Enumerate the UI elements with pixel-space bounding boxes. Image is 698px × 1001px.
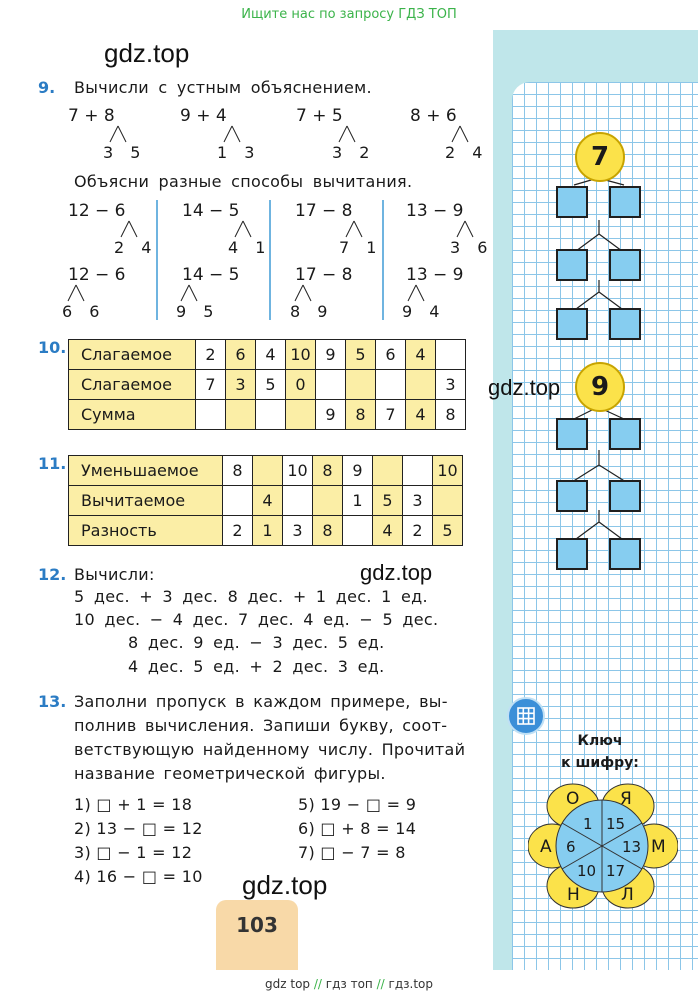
table-row [69, 340, 466, 370]
watermark: gdz.top [488, 375, 561, 400]
task-line: 10 дес. − 4 дес. 7 дес. 4 ед. − 5 дес. [74, 610, 439, 629]
table-cell: 1 [253, 516, 283, 546]
watermark: gdz.top [242, 870, 328, 900]
split-digits: 9 5 [176, 302, 220, 321]
footer-separator: // [313, 977, 322, 991]
exercise-title: Вычисли: [74, 565, 155, 584]
split-digits: 7 1 [339, 238, 383, 257]
answer-box [556, 308, 588, 340]
table-cell: 3 [283, 516, 313, 546]
row-label: Вычитаемое [69, 486, 223, 516]
footer-separator: // [376, 977, 385, 991]
table-cell: 9 [316, 400, 346, 430]
table-cell [253, 456, 283, 486]
table-cell: 3 [403, 486, 433, 516]
exercise-subtitle: Объясни разные способы вычитания. [74, 172, 413, 191]
split-digits: 2 4 [114, 238, 158, 257]
expression: 14 − 5 [182, 201, 240, 221]
answer-box [609, 249, 641, 281]
table-cell: 10 [283, 456, 313, 486]
table-row [69, 400, 466, 430]
exercise-number: 10. [38, 338, 67, 357]
task-text: полнив вычисления. Запиши букву, соот- [74, 716, 448, 735]
exercise-title: Вычисли с устным объяснением. [74, 78, 372, 97]
task-text: ветствующую найденному числу. Прочитай [74, 740, 466, 759]
answer-box [556, 418, 588, 450]
equation: 3) □ − 1 = 12 [74, 843, 193, 862]
expression: 13 − 9 [406, 201, 464, 221]
addition-table [68, 339, 466, 430]
footer-link[interactable]: гдз топ [325, 977, 373, 991]
split-digits: 9 4 [402, 302, 446, 321]
watermark: gdz.top [360, 560, 433, 585]
table-cell [196, 400, 226, 430]
task-line: 5 дес. + 3 дес. 8 дес. + 1 дес. 1 ед. [74, 587, 428, 606]
number-circle: 7 [575, 132, 625, 182]
expression: 13 − 9 [406, 265, 464, 285]
table-cell: 7 [196, 370, 226, 400]
watermark: gdz.top [104, 38, 190, 68]
grid-icon [507, 697, 545, 735]
cipher-number: 1 [583, 815, 593, 833]
exercise-number: 12. [38, 565, 67, 584]
table-cell: 9 [343, 456, 373, 486]
split-digits: 4 1 [228, 238, 272, 257]
table-cell: 4 [256, 340, 286, 370]
answer-box [609, 538, 641, 570]
footer [0, 970, 698, 1001]
cipher-letter: Л [621, 885, 634, 905]
table-cell [226, 400, 256, 430]
table-cell [316, 370, 346, 400]
divider [382, 200, 384, 320]
table-cell [406, 370, 436, 400]
table-cell: 5 [346, 340, 376, 370]
table-cell: 0 [286, 370, 316, 400]
table-cell: 4 [406, 400, 436, 430]
divider [269, 200, 271, 320]
table-row [69, 370, 466, 400]
table-cell [433, 486, 463, 516]
table-cell [346, 370, 376, 400]
split-digits: 3 6 [450, 238, 494, 257]
table-cell: 2 [223, 516, 253, 546]
row-label: Слагаемое [69, 370, 196, 400]
table-cell: 3 [436, 370, 466, 400]
row-label: Уменьшаемое [69, 456, 223, 486]
answer-box [556, 538, 588, 570]
table-cell: 4 [406, 340, 436, 370]
table-cell [343, 516, 373, 546]
equation: 5) 19 − □ = 9 [298, 795, 417, 814]
split-digits: 1 3 [217, 143, 261, 162]
exercise-number: 13. [38, 692, 67, 711]
task-text: название геометрической фигуры. [74, 764, 386, 783]
answer-box [609, 480, 641, 512]
table-cell [403, 456, 433, 486]
answer-box [556, 249, 588, 281]
expression: 8 + 6 [410, 106, 457, 126]
expression: 7 + 8 [68, 106, 115, 126]
table-cell [223, 486, 253, 516]
exercise-number: 11. [38, 454, 67, 473]
cipher-letter: О [566, 789, 580, 809]
answer-box [609, 308, 641, 340]
split-lines [0, 0, 500, 340]
table-cell: 1 [343, 486, 373, 516]
table-cell: 8 [313, 516, 343, 546]
footer-link[interactable]: гдз.top [388, 977, 433, 991]
table-cell: 8 [313, 456, 343, 486]
table-cell: 7 [376, 400, 406, 430]
table-cell: 5 [373, 486, 403, 516]
row-label: Слагаемое [69, 340, 196, 370]
cipher-letter: М [651, 837, 666, 857]
equation: 1) □ + 1 = 18 [74, 795, 193, 814]
table-cell: 2 [196, 340, 226, 370]
task-line: 8 дес. 9 ед. − 3 дес. 5 ед. [128, 633, 385, 652]
key-title: к шифру: [561, 755, 639, 771]
table-cell: 3 [226, 370, 256, 400]
footer-link[interactable]: gdz top [265, 977, 311, 991]
table-cell: 6 [226, 340, 256, 370]
cipher-letter: Я [620, 789, 632, 809]
table-cell [436, 340, 466, 370]
equation: 6) □ + 8 = 14 [298, 819, 417, 838]
row-label: Сумма [69, 400, 196, 430]
table-cell: 10 [433, 456, 463, 486]
table-cell: 8 [223, 456, 253, 486]
cipher-letter: А [540, 837, 552, 857]
task-line: 4 дес. 5 ед. + 2 дес. 3 ед. [128, 657, 385, 676]
top-banner[interactable]: Ищите нас по запросу ГДЗ ТОП [241, 7, 457, 22]
key-title: Ключ [577, 733, 623, 749]
table-cell [313, 486, 343, 516]
answer-box [609, 186, 641, 218]
cipher-number: 10 [577, 862, 597, 880]
answer-box [556, 186, 588, 218]
divider [156, 200, 158, 320]
equation: 4) 16 − □ = 10 [74, 867, 203, 886]
answer-box [609, 418, 641, 450]
expression: 9 + 4 [180, 106, 227, 126]
table-cell [376, 370, 406, 400]
page-number: 103 [216, 900, 298, 970]
split-digits: 2 4 [445, 143, 489, 162]
expression: 7 + 5 [296, 106, 343, 126]
expression: 17 − 8 [295, 201, 353, 221]
equation: 7) □ − 7 = 8 [298, 843, 406, 862]
table-cell: 4 [373, 516, 403, 546]
equation: 2) 13 − □ = 12 [74, 819, 203, 838]
table-cell: 5 [433, 516, 463, 546]
expression: 12 − 6 [68, 265, 126, 285]
table-row [69, 456, 463, 486]
table-cell [256, 400, 286, 430]
table-cell [283, 486, 313, 516]
cipher-number: 17 [606, 862, 626, 880]
split-digits: 8 9 [290, 302, 334, 321]
table-cell [286, 400, 316, 430]
table-cell: 8 [436, 400, 466, 430]
cipher-number: 15 [606, 815, 626, 833]
task-text: Заполни пропуск в каждом примере, вы- [74, 692, 448, 711]
exercise-number: 9. [38, 78, 56, 97]
cipher-number: 13 [622, 838, 642, 856]
number-circle: 9 [575, 362, 625, 412]
table-row [69, 486, 463, 516]
split-digits: 3 5 [103, 143, 147, 162]
expression: 17 − 8 [295, 265, 353, 285]
row-label: Разность [69, 516, 223, 546]
split-digits: 6 6 [62, 302, 106, 321]
answer-box [556, 480, 588, 512]
cipher-number: 6 [566, 838, 576, 856]
table-cell [373, 456, 403, 486]
table-row [69, 516, 463, 546]
table-cell: 4 [253, 486, 283, 516]
subtraction-table [68, 455, 463, 546]
table-cell: 6 [376, 340, 406, 370]
table-cell: 2 [403, 516, 433, 546]
table-cell: 10 [286, 340, 316, 370]
expression: 12 − 6 [68, 201, 126, 221]
table-cell: 9 [316, 340, 346, 370]
split-digits: 3 2 [332, 143, 376, 162]
table-cell: 8 [346, 400, 376, 430]
table-cell: 5 [256, 370, 286, 400]
expression: 14 − 5 [182, 265, 240, 285]
cipher-letter: Н [567, 885, 580, 905]
